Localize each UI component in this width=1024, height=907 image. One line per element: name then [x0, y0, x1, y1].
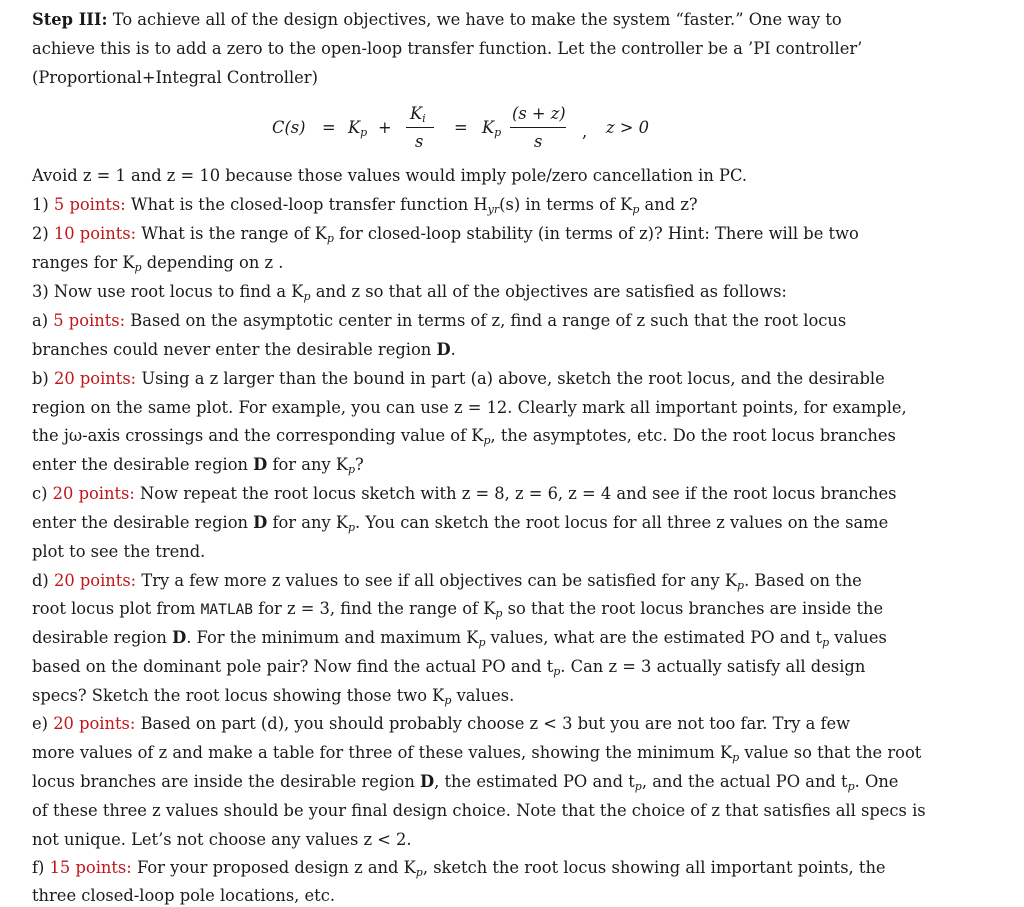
- part-b-line-2: region on the same plot. For example, you can use z = 12. Clearly mark all important points, for example,: [32, 398, 907, 417]
- part-d-line-2: root locus plot from MATLAB for z = 3, find the range of $K_p$ so that the root locus branches are inside the: [32, 599, 884, 620]
- fraction-bar-2: [510, 127, 566, 128]
- part-e: e) 20 points: Based on part (d), you should probably choose z < 3 but you are not too far. Try a few: [32, 714, 851, 733]
- part-d-line-5: specs? Sketch the root locus showing those two $K_p$ values.: [32, 686, 515, 707]
- part-d-line-3: desirable region D. For the minimum and maximum $K_p$ values, what are the estimated PO and $t_p$ values: [32, 628, 887, 649]
- question-2: 2) 10 points: What is the range of $K_p$ for closed-loop stability (in terms of z)? Hint: There will be two: [32, 224, 859, 245]
- part-b: b) 20 points: Using a z larger than the bound in part (a) above, sketch the root locus, and the desirable: [32, 369, 885, 388]
- avoid-note: Avoid z = 1 and z = 10 because those values would imply pole/zero cancellation in PC.: [32, 166, 748, 185]
- part-a-cont: branches could never enter the desirable region D.: [32, 340, 456, 359]
- fraction-bar-1: [406, 127, 434, 128]
- points-label: 5 points:: [53, 311, 126, 330]
- part-e-line-4: of these three z values should be your final design choice. Note that the choice of z that satisfies all specs is: [32, 801, 926, 820]
- part-c: c) 20 points: Now repeat the root locus sketch with z = 8, z = 6, z = 4 and see if the root locus branches: [32, 484, 897, 503]
- part-f: f) 15 points: For your proposed design z and $K_p$, sketch the root locus showing all important points, the: [32, 858, 886, 879]
- part-a: a) 5 points: Based on the asymptotic center in terms of z, find a range of z such that the root locus: [32, 311, 847, 330]
- intro-line-3: (Proportional+Integral Controller): [32, 68, 318, 87]
- part-b-line-3: the jω-axis crossings and the corresponding value of $K_p$, the asymptotes, etc. Do the root locus branches: [32, 426, 896, 447]
- part-c-line-2: enter the desirable region D for any $K_p$. You can sketch the root locus for all three z values on the same: [32, 513, 889, 534]
- part-e-line-2: more values of z and make a table for three of these values, showing the minimum $K_p$ value so that the root: [32, 743, 922, 764]
- question-2-cont: ranges for $K_p$ depending on z .: [32, 253, 284, 274]
- step-heading: Step III:: [32, 10, 108, 29]
- points-label: 20 points:: [53, 369, 137, 388]
- question-3: 3) Now use root locus to find a $K_p$ and z so that all of the objectives are satisfied as follows:: [32, 282, 787, 303]
- part-d: d) 20 points: Try a few more z values to see if all objectives can be satisfied for any $K_p$. Based on the: [32, 571, 862, 592]
- points-label: 20 points:: [53, 714, 136, 733]
- intro-line-1: Step III: To achieve all of the design objectives, we have to make the system “faster.” One way to: [32, 10, 842, 29]
- controller-equation: C(s) = $K_p$ + $K_i$ s = $K_p$ (s + z) s , z > 0: [272, 104, 649, 151]
- question-1: 1) 5 points: What is the closed-loop transfer function $H_{yr}(s)$ in terms of $K_p$ and z?: [32, 195, 698, 216]
- points-label: 5 points:: [53, 195, 126, 214]
- part-d-line-4: based on the dominant pole pair? Now find the actual PO and $t_p$. Can z = 3 actually satisfy all design: [32, 657, 866, 678]
- points-label: 20 points:: [53, 571, 137, 590]
- intro-line-2: achieve this is to add a zero to the open-loop transfer function. Let the controller be a ’PI controller’: [32, 39, 863, 58]
- part-b-line-4: enter the desirable region D for any $K_p$?: [32, 455, 364, 476]
- points-label: 10 points:: [53, 224, 137, 243]
- part-e-line-5: not unique. Let’s not choose any values z < 2.: [32, 830, 412, 849]
- points-label: 15 points:: [49, 858, 132, 877]
- part-e-line-3: locus branches are inside the desirable region D, the estimated PO and $t_p$, and the actual PO and $t_p$. One: [32, 772, 899, 793]
- points-label: 20 points:: [52, 484, 135, 503]
- part-c-line-3: plot to see the trend.: [32, 542, 206, 561]
- part-f-line-2: three closed-loop pole locations, etc.: [32, 886, 335, 905]
